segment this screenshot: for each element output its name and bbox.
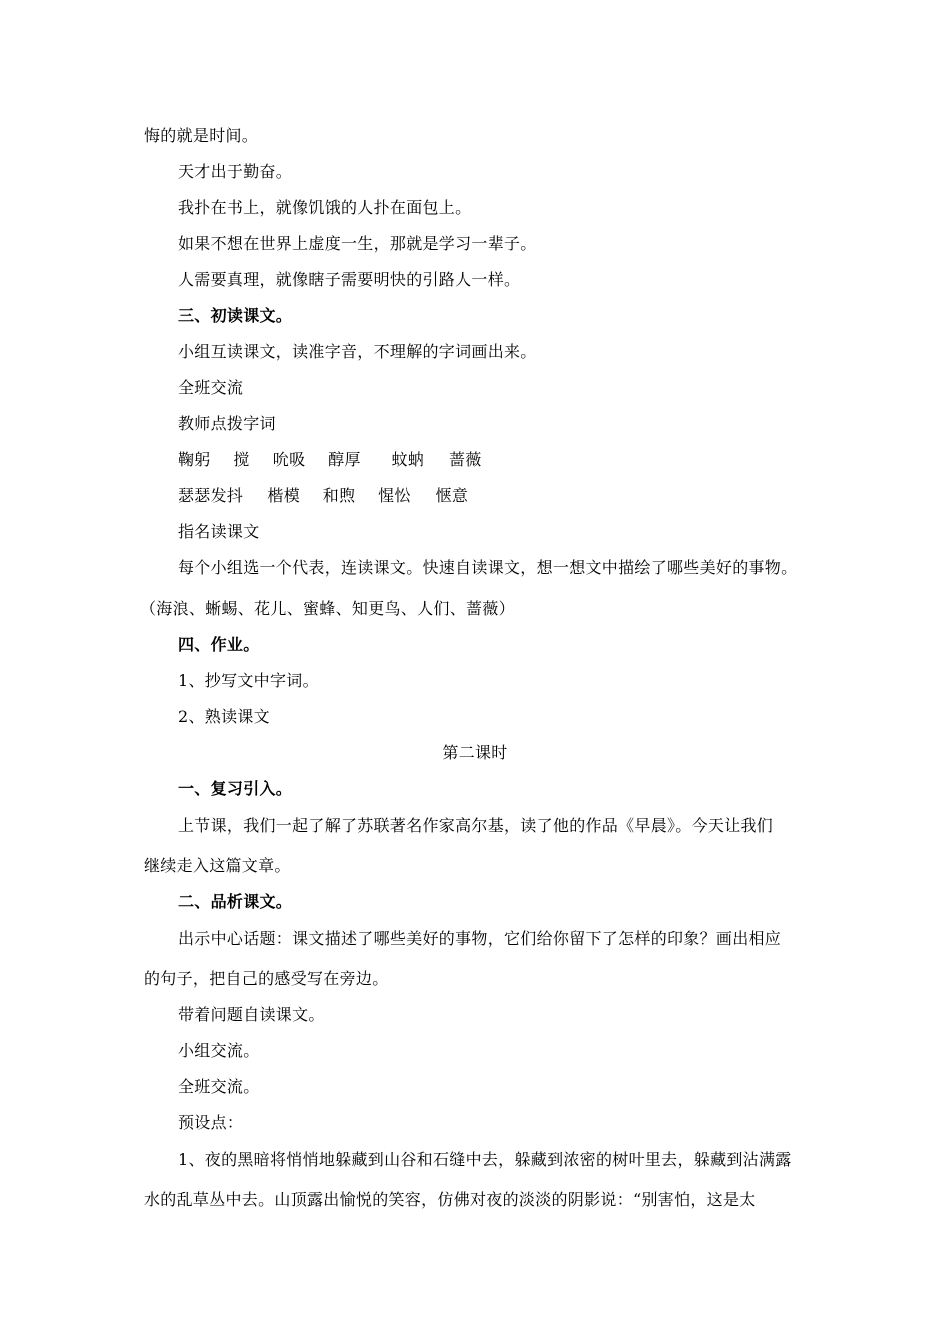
quote-line: 如果不想在世界上虚度一生，那就是学习一辈子。: [178, 234, 537, 253]
vocab-word: 醇厚: [328, 450, 361, 469]
text-line: 全班交流: [178, 378, 244, 397]
section-heading: 三、初读课文。: [178, 306, 293, 325]
text-line: 带着问题自读课文。: [178, 1005, 325, 1024]
vocab-row-1: [178, 449, 482, 471]
section-heading: 二、品析课文。: [178, 892, 293, 911]
vocab-word: 鞠躬: [178, 450, 211, 469]
text-line: 上节课，我们一起了解了苏联著名作家高尔基，读了他的作品《早晨》。今天让我们: [178, 816, 774, 835]
text-line: 小组互读课文，读准字音，不理解的字词画出来。: [178, 342, 537, 361]
text-line: 悔的就是时间。: [144, 126, 259, 145]
text-line: 2、熟读课文: [178, 707, 270, 726]
vocab-word: 惬意: [435, 486, 469, 505]
vocab-word: 楷模: [267, 486, 300, 505]
vocab-word: 瑟瑟发抖: [178, 486, 244, 505]
text-line: 继续走入这篇文章。: [144, 856, 291, 875]
text-line: 的句子，把自己的感受写在旁边。: [144, 969, 389, 988]
text-line: （海浪、蜥蜴、花儿、蜜蜂、知更鸟、人们、蔷薇）: [140, 599, 515, 618]
quote-line: 人需要真理，就像瞎子需要明快的引路人一样。: [178, 270, 521, 289]
text-line: 水的乱草丛中去。山顶露出愉悦的笑容，仿佛对夜的淡淡的阴影说：“别害怕，这是太: [144, 1190, 756, 1209]
vocab-word: 蔷薇: [448, 450, 482, 469]
vocab-word: 蚊蚋: [391, 450, 425, 469]
text-line: 1、抄写文中字词。: [178, 671, 319, 690]
text-line: 指名读课文: [178, 522, 260, 541]
text-line: 教师点拨字词: [178, 414, 276, 433]
section-heading: 一、复习引入。: [178, 779, 293, 798]
text-line: 出示中心话题：课文描述了哪些美好的事物，它们给你留下了怎样的印象？画出相应: [178, 929, 782, 948]
text-line: 1、夜的黑暗将悄悄地躲藏到山谷和石缝中去，躲藏到浓密的树叶里去，躲藏到沾满露: [178, 1150, 792, 1169]
text-line: 预设点：: [178, 1113, 244, 1132]
text-line: 每个小组选一个代表，连读课文。快速自读课文，想一想文中描绘了哪些美好的事物。: [178, 558, 798, 577]
vocab-word: 搅: [233, 450, 250, 469]
vocab-word: 和煦: [322, 486, 356, 505]
vocab-row-2: [178, 485, 468, 507]
vocab-word: 惺忪: [378, 486, 411, 505]
text-line: 全班交流。: [178, 1077, 260, 1096]
text-line: 小组交流。: [178, 1041, 260, 1060]
vocab-word: 吮吸: [272, 450, 306, 469]
lesson-title: 第二课时: [442, 743, 508, 762]
quote-line: 天才出于勤奋。: [178, 162, 293, 181]
quote-line: 我扑在书上，就像饥饿的人扑在面包上。: [178, 198, 472, 217]
section-heading: 四、作业。: [178, 635, 260, 654]
